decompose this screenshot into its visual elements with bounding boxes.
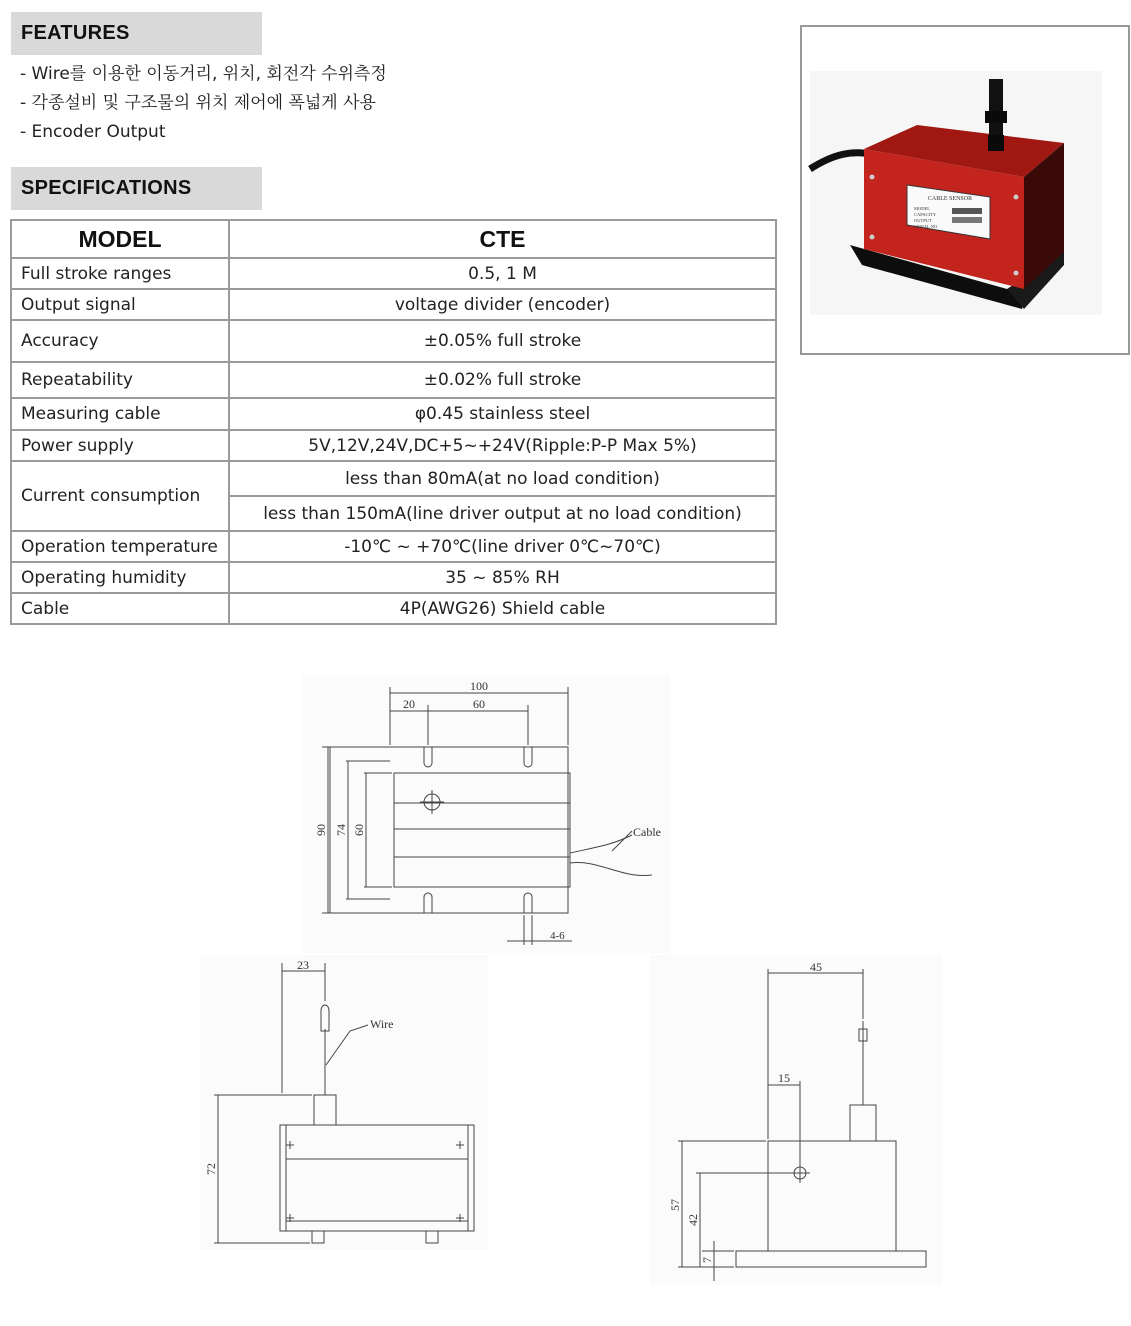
product-photo: [800, 25, 1130, 355]
features-heading: FEATURES: [11, 12, 262, 55]
row-value: less than 150mA(line driver output at no load condition): [229, 496, 776, 531]
dim-label: 45: [810, 960, 822, 974]
dim-label: 4-6: [550, 930, 565, 942]
row-value: less than 80mA(at no load condition): [229, 461, 776, 496]
specifications-heading: SPECIFICATIONS: [11, 167, 262, 210]
table-row: [11, 320, 776, 362]
row-value: voltage divider (encoder): [229, 289, 776, 320]
label-title: CABLE SENSOR: [927, 196, 973, 202]
row-label: Cable: [11, 593, 229, 624]
row-value: φ0.45 stainless steel: [229, 398, 776, 430]
label-line: OUTPUT: [914, 218, 932, 223]
label-line: SERIAL NO: [914, 224, 938, 229]
row-label: Measuring cable: [11, 398, 229, 430]
dim-label: 60: [473, 697, 485, 711]
row-label: Power supply: [11, 430, 229, 461]
table-row: [11, 593, 776, 624]
row-value: ±0.02% full stroke: [229, 362, 776, 398]
dim-label: 74: [334, 824, 348, 836]
row-value: ±0.05% full stroke: [229, 320, 776, 362]
dim-label: 90: [314, 824, 328, 836]
table-row: [11, 258, 776, 289]
table-row: [11, 531, 776, 562]
row-label: Operation temperature: [11, 531, 229, 562]
feature-item: - 각종설비 및 구조물의 위치 제어에 폭넓게 사용: [20, 93, 376, 113]
row-value: 4P(AWG26) Shield cable: [229, 593, 776, 624]
row-label: Current consumption: [11, 461, 229, 531]
row-value: 35 ~ 85% RH: [229, 562, 776, 593]
row-label: Full stroke ranges: [11, 258, 229, 289]
cable-label: Cable: [633, 825, 661, 839]
top-view-drawing: [302, 675, 670, 953]
row-value: 0.5, 1 M: [229, 258, 776, 289]
row-value: -10℃ ~ +70℃(line driver 0℃~70℃): [229, 531, 776, 562]
dim-label: 20: [403, 697, 415, 711]
dim-label: 7: [700, 1257, 714, 1263]
dim-label: 57: [668, 1199, 682, 1211]
label-line: MODEL: [914, 206, 930, 211]
side-view-drawing: [650, 955, 942, 1285]
table-row: [11, 289, 776, 320]
feature-item: - Encoder Output: [20, 122, 166, 142]
table-row: [11, 430, 776, 461]
row-label: Output signal: [11, 289, 229, 320]
feature-item: - Wire를 이용한 이동거리, 위치, 회전각 수위측정: [20, 64, 387, 84]
label-line: CAPACITY: [914, 212, 937, 217]
specifications-table: [10, 219, 777, 625]
table-header-row: [11, 220, 776, 258]
front-view-drawing: [200, 955, 488, 1250]
table-row: [11, 461, 776, 496]
row-label: Operating humidity: [11, 562, 229, 593]
cable-sensor-image: [802, 27, 1128, 353]
cte-header: CTE: [229, 220, 776, 258]
dim-label: 100: [470, 679, 488, 693]
wire-label: Wire: [370, 1017, 394, 1031]
table-row: [11, 562, 776, 593]
row-label: Repeatability: [11, 362, 229, 398]
row-label: Accuracy: [11, 320, 229, 362]
dim-label: 72: [204, 1163, 218, 1175]
row-value: 5V,12V,24V,DC+5~+24V(Ripple:P-P Max 5%): [229, 430, 776, 461]
dim-label: 23: [297, 958, 309, 972]
features-list: [20, 60, 387, 147]
table-row: [11, 398, 776, 430]
dim-label: 42: [686, 1214, 700, 1226]
model-header: MODEL: [11, 220, 229, 258]
dim-label: 60: [352, 824, 366, 836]
table-row: [11, 362, 776, 398]
dim-label: 15: [778, 1071, 790, 1085]
